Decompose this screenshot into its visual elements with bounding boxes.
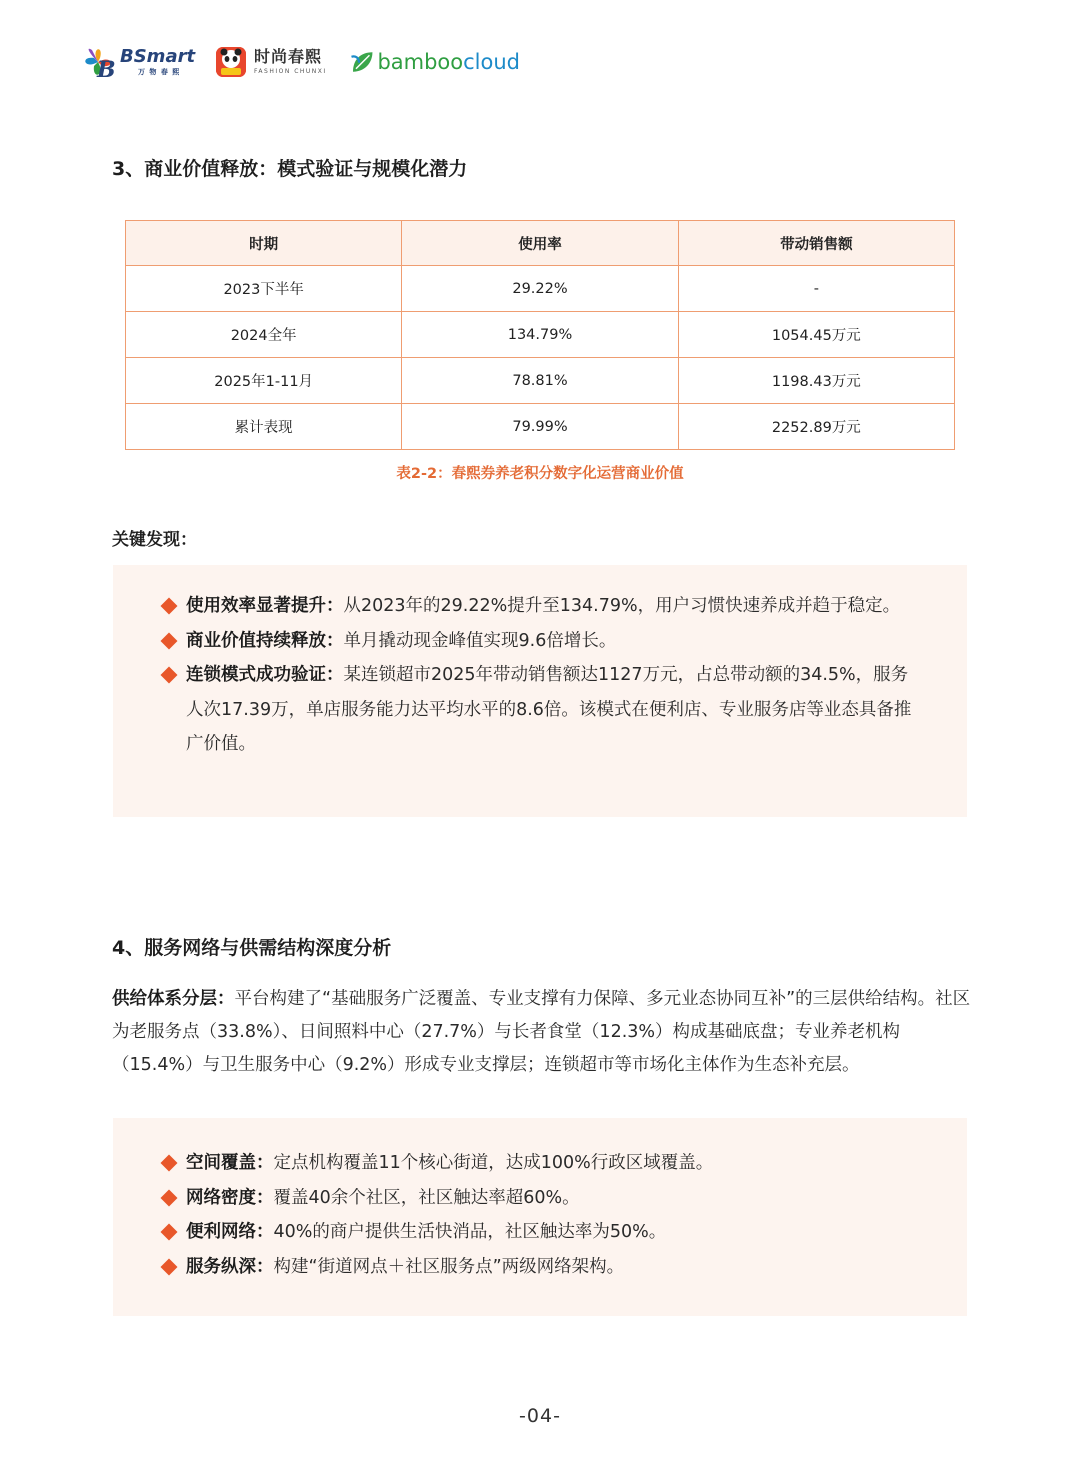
diamond-bullet-icon <box>161 598 178 615</box>
fashion-chunxi-subtitle: FASHION CHUNXI <box>254 68 327 75</box>
finding-heading: 连锁模式成功验证： <box>186 665 344 685</box>
finding-text: 某连锁超市2025年带动销售额达1127万元，占总带动额的34.5%，服务人次17.39万，单店服务能力达平均水平的8.6倍。该模式在便利店、专业服务店等业态具备推广价值。 <box>186 665 912 754</box>
table-cell: 1054.45万元 <box>678 312 954 358</box>
item-text: 覆盖40余个社区，社区触达率超60%。 <box>273 1187 580 1208</box>
table-row <box>126 358 955 404</box>
key-findings-box <box>113 565 967 817</box>
network-highlights-box <box>113 1118 967 1316</box>
diamond-bullet-icon <box>161 1155 178 1172</box>
table-cell: 29.22% <box>402 266 678 312</box>
table-cell: 134.79% <box>402 312 678 358</box>
svg-text:B: B <box>97 57 116 80</box>
item-text: 构建“街道网点＋社区服务点”两级网络架构。 <box>273 1256 625 1277</box>
table-cell: 78.81% <box>402 358 678 404</box>
bsmart-subtitle: 万 物 春 熙 <box>138 68 181 76</box>
table-caption: 表2-2：春熙券养老积分数字化运营商业价值 <box>396 466 684 482</box>
list-item <box>161 589 917 624</box>
item-heading: 服务纵深： <box>186 1256 274 1277</box>
table-cell: 2252.89万元 <box>678 404 954 450</box>
header-logos <box>80 42 520 82</box>
bsmart-wordmark: BSmart <box>120 46 196 67</box>
table-cell: 累计表现 <box>126 404 402 450</box>
list-item <box>161 1146 917 1181</box>
list-item <box>161 1215 917 1250</box>
finding-heading: 使用效率显著提升： <box>186 596 344 616</box>
panda-icon <box>216 47 246 77</box>
bsmart-logo <box>80 44 220 80</box>
table-header-row <box>126 221 955 266</box>
list-item <box>161 624 917 659</box>
business-value-table <box>125 220 955 450</box>
diamond-bullet-icon <box>161 1189 178 1206</box>
item-heading: 便利网络： <box>186 1222 274 1242</box>
table-cell: 79.99% <box>402 404 678 450</box>
paragraph-text: 平台构建了“基础服务广泛覆盖、专业支撑有力保障、多元业态协同互补”的三层供给结构。社区为老服务点（33.8%）、日间照料中心（27.7%）与长者食堂（12.3%）构成基础底盘；专业养老机构（15.4%）与卫生服务中心（9.2%）形成专业支撑层；连锁超市等市场化主体作为生态补充层。 <box>112 989 971 1075</box>
bamboocloud-logo <box>350 45 520 79</box>
page-number: -04- <box>519 1405 561 1427</box>
item-text: 定点机构覆盖11个核心街道，达成100%行政区域覆盖。 <box>273 1153 714 1173</box>
table-cell: 2024全年 <box>126 312 402 358</box>
fashion-chunxi-logo <box>216 47 346 77</box>
table-row <box>126 266 955 312</box>
table-cell: 1198.43万元 <box>678 358 954 404</box>
column-header: 带动销售额 <box>678 221 954 266</box>
paragraph-heading: 供给体系分层： <box>112 989 235 1009</box>
section-3-title: 3、商业价值释放：模式验证与规模化潜力 <box>112 158 468 180</box>
table-cell: 2025年1-11月 <box>126 358 402 404</box>
finding-heading: 商业价值持续释放： <box>186 630 344 651</box>
finding-text: 从2023年的29.22%提升至134.79%，用户习惯快速养成并趋于稳定。 <box>343 596 901 616</box>
bamboocloud-wordmark: bamboocloud <box>377 50 520 74</box>
key-findings-label: 关键发现： <box>112 530 197 550</box>
diamond-bullet-icon <box>161 1258 178 1275</box>
list-item <box>161 1181 917 1216</box>
bamboo-leaf-icon <box>350 45 375 79</box>
diamond-bullet-icon <box>161 632 178 649</box>
item-heading: 网络密度： <box>186 1187 274 1208</box>
fashion-chunxi-wordmark: 时尚春熙 <box>254 47 323 66</box>
section-4-title: 4、服务网络与供需结构深度分析 <box>112 937 392 959</box>
diamond-bullet-icon <box>161 1224 178 1241</box>
bsmart-flower-icon <box>80 44 118 80</box>
diamond-bullet-icon <box>161 667 178 684</box>
list-item <box>161 658 917 762</box>
finding-text: 单月撬动现金峰值实现9.6倍增长。 <box>343 630 617 651</box>
table-cell: 2023下半年 <box>126 266 402 312</box>
list-item <box>161 1250 917 1285</box>
item-heading: 空间覆盖： <box>186 1153 274 1173</box>
supply-structure-paragraph <box>112 983 972 1082</box>
table-cell: - <box>678 266 954 312</box>
table-row <box>126 404 955 450</box>
column-header: 使用率 <box>402 221 678 266</box>
column-header: 时期 <box>126 221 402 266</box>
table-row <box>126 312 955 358</box>
item-text: 40%的商户提供生活快消品，社区触达率为50%。 <box>273 1222 667 1242</box>
